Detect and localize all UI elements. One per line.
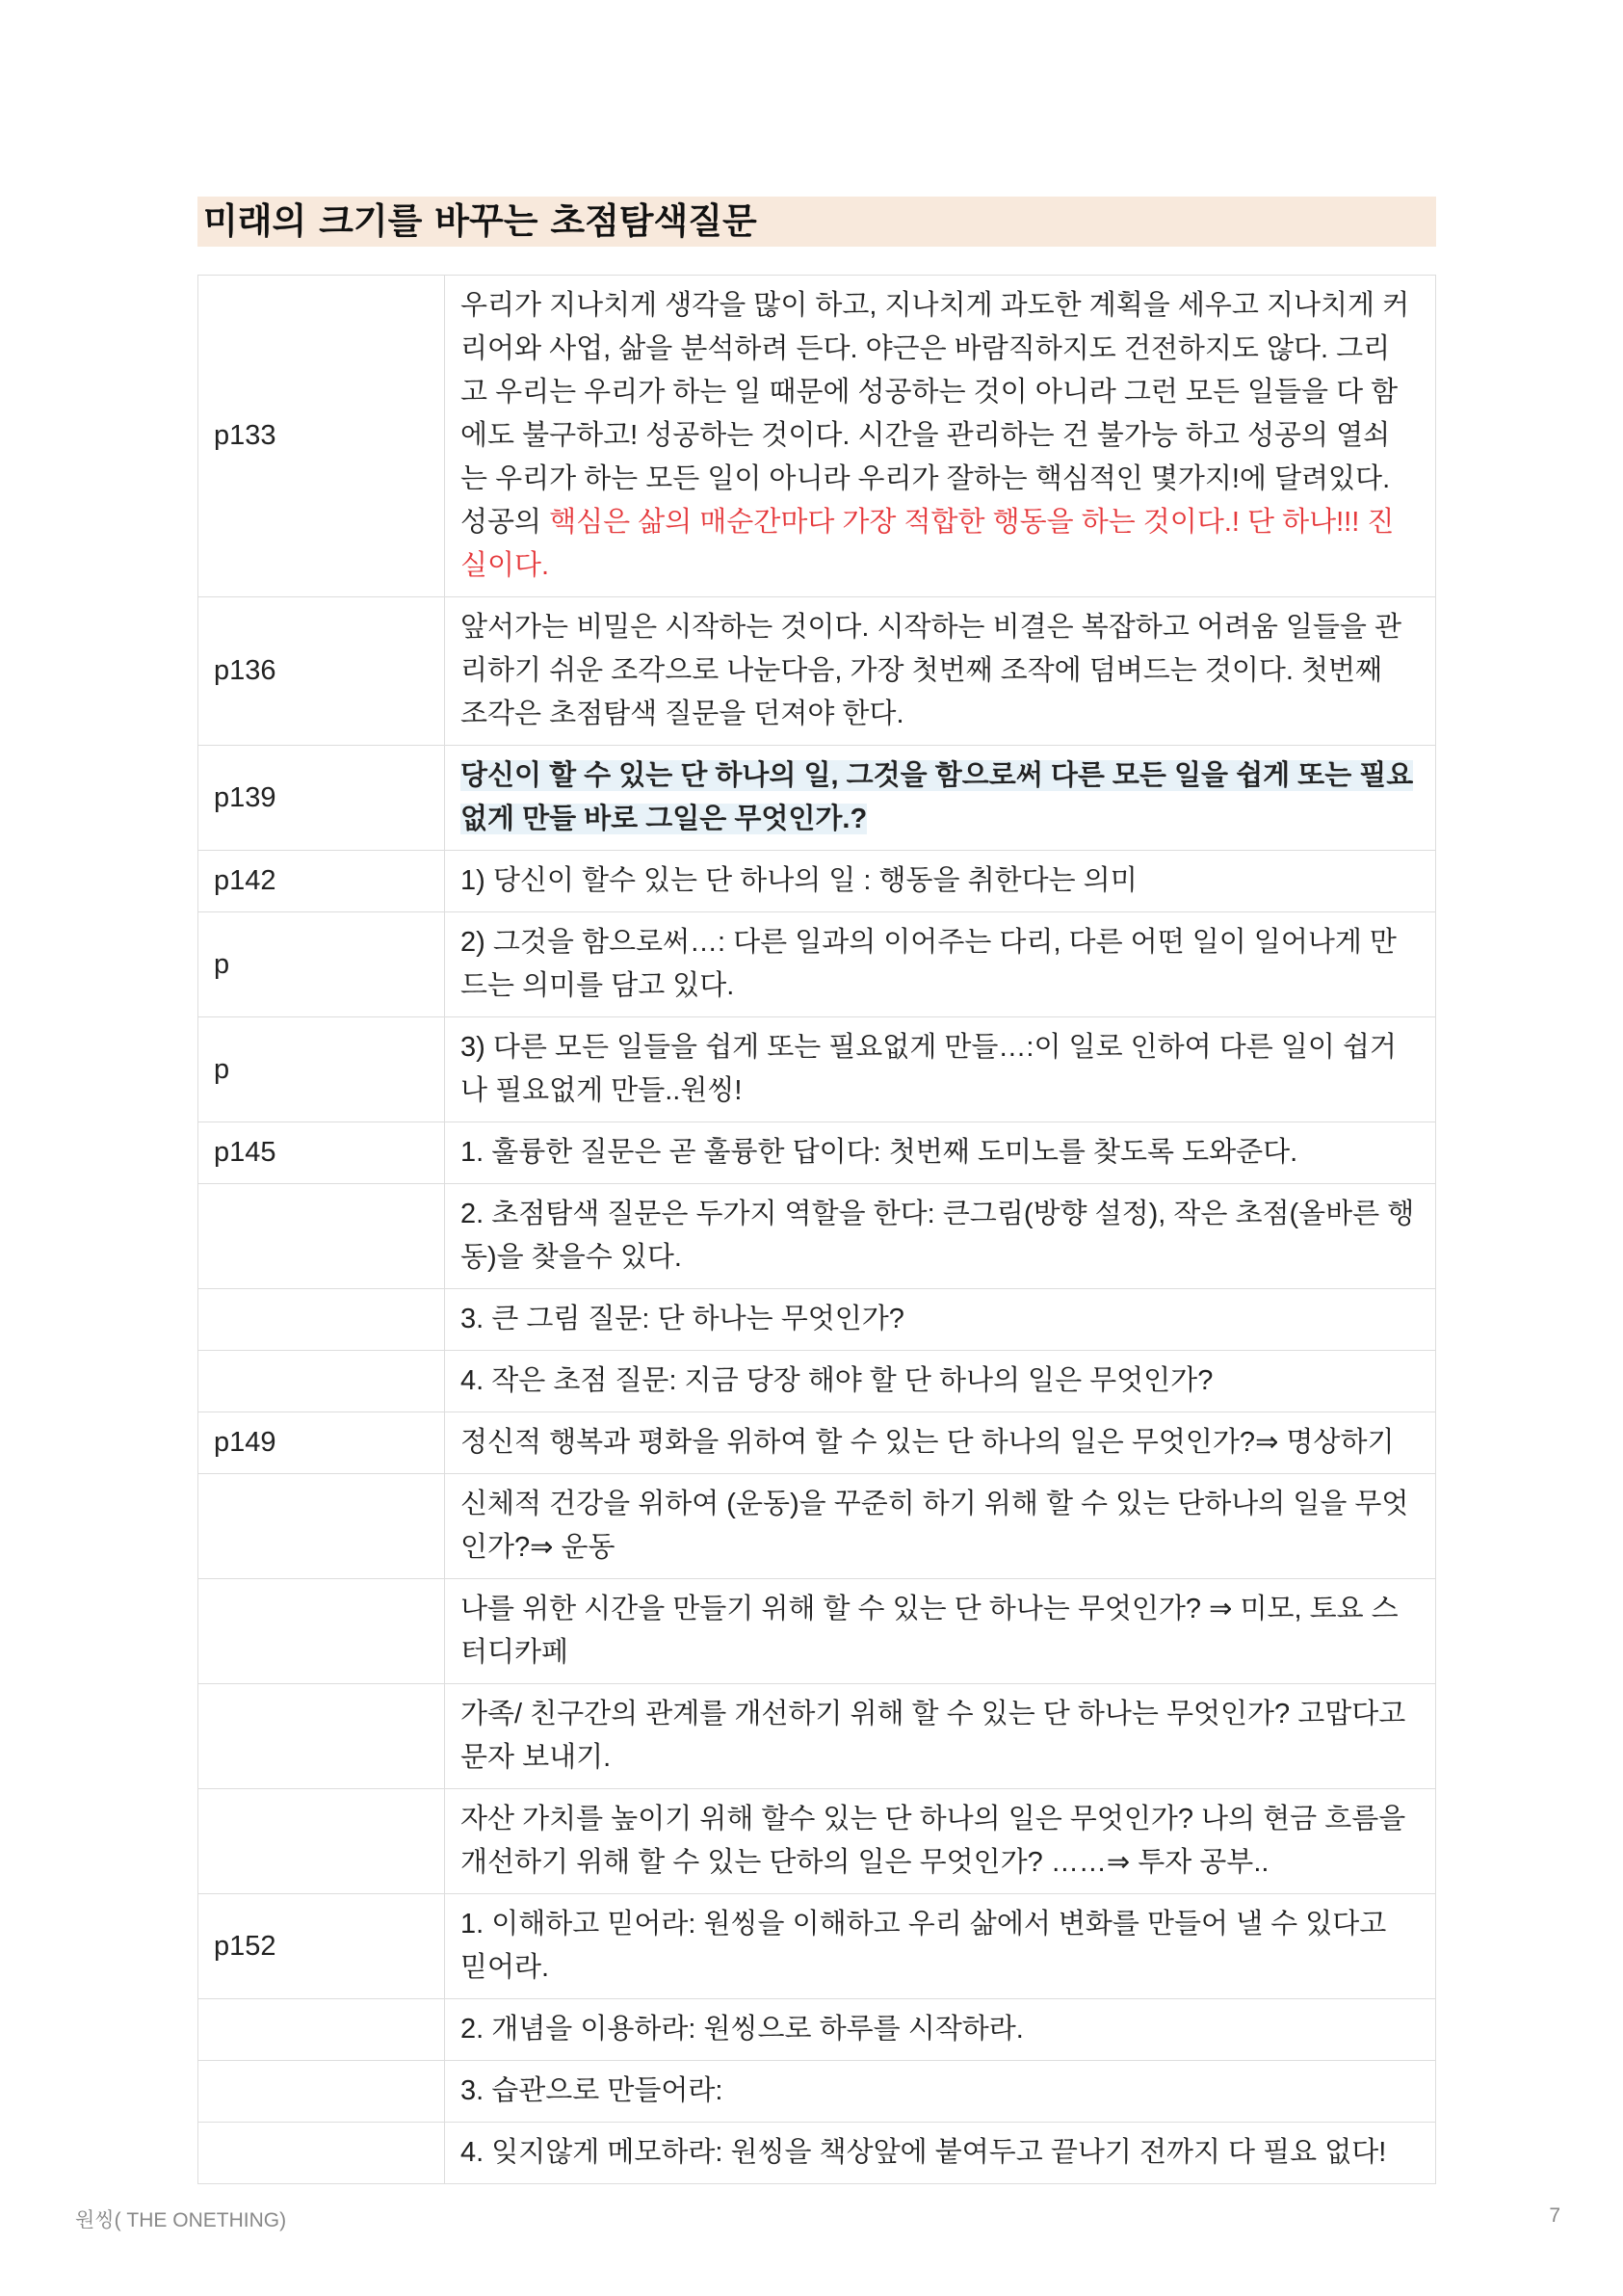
note-text-cell (445, 1184, 1436, 1289)
note-text: 2) 그것을 함으로써…: 다른 일과의 이어주는 다리, 다른 어떤 일이 일어나게 만드는 의미를 담고 있다. (460, 927, 1397, 1001)
note-text-cell (445, 597, 1436, 746)
page-reference-cell: p152 (198, 1894, 445, 1999)
table-row (198, 1289, 1436, 1351)
page-reference-cell: p142 (198, 851, 445, 912)
note-text-cell (445, 912, 1436, 1017)
note-text-cell (445, 1289, 1436, 1351)
page-reference-cell: p (198, 1017, 445, 1122)
note-text: 2. 개념을 이용하라: 원씽으로 하루를 시작하라. (460, 2014, 1024, 2045)
page-reference-cell: p145 (198, 1122, 445, 1184)
page-reference-cell (198, 1684, 445, 1789)
table-row (198, 1184, 1436, 1289)
note-text-cell (445, 1579, 1436, 1684)
page-reference-cell (198, 1184, 445, 1289)
table-row (198, 1351, 1436, 1412)
table-row (198, 276, 1436, 597)
note-text: 우리가 지나치게 생각을 많이 하고, 지나치게 과도한 계획을 세우고 지나치게 커리어와 사업, 삶을 분석하려 든다. 야근은 바람직하지도 건전하지도 않다. 그리고 우리는 우리가 하는 일 때문에 성공하는 것이 아니라 그런 모든 일들을 다 함에도 불구하고! 성공하는 것이다. 시간을 관리하는 건 불가능 하고 성공의 열쇠는 우리가 하는 모든 일이 아니라 우리가 잘하는 핵심적인 몇가지!에 달려있다. 성공의 (460, 290, 1410, 538)
table-row (198, 597, 1436, 746)
note-text-cell (445, 746, 1436, 851)
note-text: 신체적 건강을 위하여 (운동)을 꾸준히 하기 위해 할 수 있는 단하나의 일을 무엇인가?⇒ 운동 (460, 1489, 1409, 1563)
table-row (198, 1579, 1436, 1684)
footer-page-number: 7 (1549, 2204, 1560, 2227)
table-row (198, 851, 1436, 912)
footer-document-title: 원씽( THE ONETHING) (75, 2209, 287, 2231)
page-reference-cell: p136 (198, 597, 445, 746)
note-text: 나를 위한 시간을 만들기 위해 할 수 있는 단 하나는 무엇인가? ⇒ 미모, 토요 스터디카페 (460, 1594, 1399, 1668)
note-text-cell (445, 1999, 1436, 2061)
note-text-cell (445, 1684, 1436, 1789)
notes-table (197, 275, 1436, 2184)
table-row (198, 1017, 1436, 1122)
note-text: 2. 초점탐색 질문은 두가지 역할을 한다: 큰그림(방향 설정), 작은 초점(올바른 행동)을 찾을수 있다. (460, 1199, 1415, 1273)
table-row (198, 746, 1436, 851)
note-text-cell (445, 1412, 1436, 1474)
note-text: 1. 훌륭한 질문은 곧 훌륭한 답이다: 첫번째 도미노를 찾도록 도와준다. (460, 1137, 1298, 1168)
page-reference-cell (198, 1474, 445, 1579)
note-text-cell (445, 1122, 1436, 1184)
key-question-text: 당신이 할 수 있는 단 하나의 일, 그것을 함으로써 다른 모든 일을 쉽게 또는 필요없게 만들 바로 그일은 무엇인가.? (460, 760, 1414, 834)
note-text-cell (445, 851, 1436, 912)
note-text-cell (445, 276, 1436, 597)
page-reference-cell: p139 (198, 746, 445, 851)
note-text: 1. 이해하고 믿어라: 원씽을 이해하고 우리 삶에서 변화를 만들어 낼 수 있다고 믿어라. (460, 1909, 1387, 1983)
table-row (198, 1684, 1436, 1789)
page-reference-cell (198, 1999, 445, 2061)
note-text: 1) 당신이 할수 있는 단 하나의 일 : 행동을 취한다는 의미 (460, 865, 1138, 896)
note-text: 자산 가치를 높이기 위해 할수 있는 단 하나의 일은 무엇인가? 나의 현금 흐름을 개선하기 위해 할 수 있는 단하의 일은 무엇인가? ……⇒ 투자 공부.. (460, 1804, 1406, 1878)
note-text-cell (445, 2123, 1436, 2184)
page-reference-cell (198, 1789, 445, 1894)
table-row (198, 1474, 1436, 1579)
page-reference-cell: p (198, 912, 445, 1017)
page-reference-cell (198, 2061, 445, 2123)
note-text-cell (445, 1474, 1436, 1579)
notes-table-body (198, 276, 1436, 2184)
note-text: 4. 잊지않게 메모하라: 원씽을 책상앞에 붙여두고 끝나기 전까지 다 필요 없다! (460, 2137, 1387, 2168)
note-text: 4. 작은 초점 질문: 지금 당장 해야 할 단 하나의 일은 무엇인가? (460, 1365, 1214, 1396)
table-row (198, 1999, 1436, 2061)
page-reference-cell (198, 1289, 445, 1351)
table-row (198, 2123, 1436, 2184)
page-title: 미래의 크기를 바꾸는 초점탐색질문 (197, 197, 1436, 247)
note-text-cell (445, 1351, 1436, 1412)
note-text: 가족/ 친구간의 관계를 개선하기 위해 할 수 있는 단 하나는 무엇인가? 고맙다고 문자 보내기. (460, 1699, 1406, 1773)
page-reference-cell (198, 1579, 445, 1684)
note-text: 앞서가는 비밀은 시작하는 것이다. 시작하는 비결은 복잡하고 어려움 일들을 관리하기 쉬운 조각으로 나눈다음, 가장 첫번째 조작에 덤벼드는 것이다. 첫번째 조각은 초점탐색 질문을 던져야 한다. (460, 612, 1402, 729)
page-reference-cell: p133 (198, 276, 445, 597)
note-text-cell (445, 2061, 1436, 2123)
table-row (198, 1789, 1436, 1894)
note-text: 정신적 행복과 평화을 위하여 할 수 있는 단 하나의 일은 무엇인가?⇒ 명상하기 (460, 1427, 1395, 1458)
note-text: 3. 습관으로 만들어라: (460, 2075, 723, 2106)
table-row (198, 1894, 1436, 1999)
note-text-cell (445, 1789, 1436, 1894)
table-row (198, 1412, 1436, 1474)
note-text: 3. 큰 그림 질문: 단 하나는 무엇인가? (460, 1304, 904, 1334)
note-text: 3) 다른 모든 일들을 쉽게 또는 필요없게 만들…:이 일로 인하여 다른 일이 쉽거나 필요없게 만들..원씽! (460, 1032, 1397, 1106)
table-row (198, 2061, 1436, 2123)
note-text-cell (445, 1017, 1436, 1122)
page-reference-cell: p149 (198, 1412, 445, 1474)
table-row (198, 1122, 1436, 1184)
page-reference-cell (198, 2123, 445, 2184)
table-row (198, 912, 1436, 1017)
page-reference-cell (198, 1351, 445, 1412)
highlighted-red-text: 핵심은 삶의 매순간마다 가장 적합한 행동을 하는 것이다.! 단 하나!!! 진실이다. (460, 507, 1395, 581)
note-text-cell (445, 1894, 1436, 1999)
